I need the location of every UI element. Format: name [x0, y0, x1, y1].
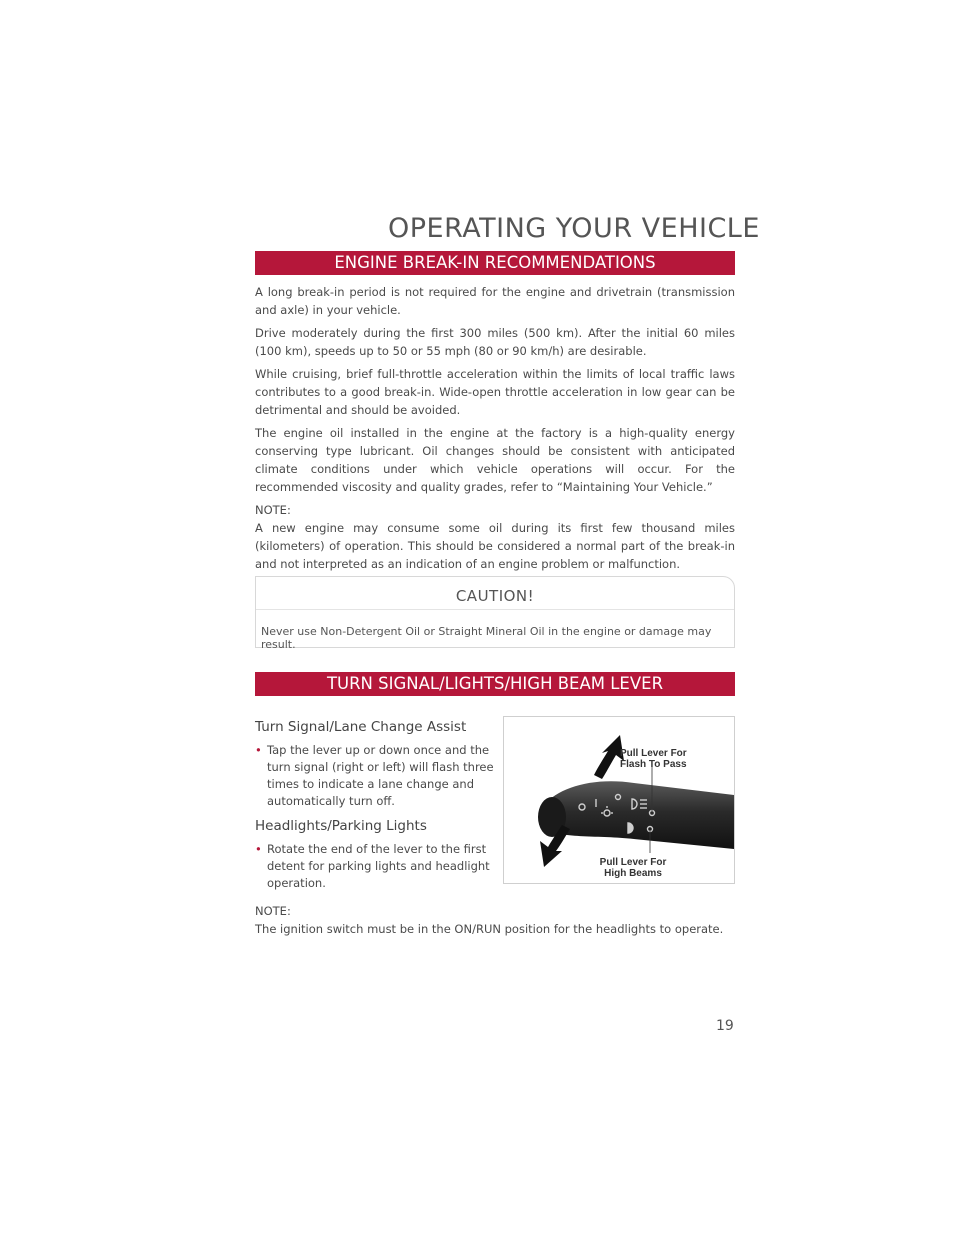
- turn-signal-title: TURN SIGNAL/LIGHTS/HIGH BEAM LEVER: [326, 674, 664, 693]
- page-number: 19: [716, 1018, 734, 1034]
- paragraph: Drive moderately during the first 300 miles (500 km). After the initial 60 miles (100 km), speeds up to 50 or 55 mph (80 or 90 km/h) are desirable.: [255, 326, 735, 358]
- flash-to-pass-label: [620, 748, 687, 770]
- bullet-icon: •: [255, 743, 262, 757]
- caution-text: Never use Non-Detergent Oil or Straight Mineral Oil in the engine or damage may result.: [261, 625, 712, 651]
- caution-box: [255, 576, 735, 651]
- bullet-text: Rotate the end of the lever to the first detent for parking lights and headlight operation.: [267, 842, 490, 890]
- engine-break-in-header: [255, 251, 735, 275]
- turn-signal-note: [255, 902, 735, 938]
- caution-title: CAUTION!: [455, 587, 535, 605]
- bullet-icon: •: [255, 842, 262, 856]
- list-item: [255, 742, 500, 810]
- paragraph: The engine oil installed in the engine at the factory is a high-quality energy conserving type lubricant. Oil changes should be consistent with anticipated climate conditions under which vehicle operations will occur. For the recommended viscosity and quality grades, refer to “Maintaining Your Vehicle.”: [255, 426, 735, 494]
- list-item: [255, 841, 500, 892]
- engine-break-in-body: [255, 283, 735, 578]
- note-text: The ignition switch must be in the ON/RUN position for the headlights to operate.: [255, 922, 724, 936]
- high-beam-label-line-1: Pull Lever For: [599, 857, 667, 868]
- high-beams-label: [592, 857, 674, 879]
- note-label: NOTE:: [255, 904, 291, 918]
- lever-body: [539, 781, 734, 849]
- section-header: OPERATING YOUR VEHICLE: [388, 213, 760, 244]
- flash-label-line-2: Flash To Pass: [620, 759, 687, 770]
- note-text: A new engine may consume some oil during its first few thousand miles (kilometers) of operation. This should be considered a normal part of the break-in and not interpreted as an indication of an engine problem or malfunction.: [255, 521, 735, 571]
- paragraph: A long break-in period is not required for the engine and drivetrain (transmission and axle) in your vehicle.: [255, 285, 735, 317]
- flash-label-line-1: Pull Lever For: [620, 748, 687, 759]
- turn-signal-header: [255, 672, 735, 696]
- note-label: NOTE:: [255, 503, 291, 517]
- engine-break-in-title: ENGINE BREAK-IN RECOMMENDATIONS: [334, 253, 656, 272]
- high-beam-label-line-2: High Beams: [604, 868, 662, 879]
- subheading-headlights: Headlights/Parking Lights: [255, 818, 427, 834]
- paragraph: While cruising, brief full-throttle acceleration within the limits of local traffic laws contributes to a good break-in. Wide-open throttle acceleration in low gear can be detrimental and should be avoided.: [255, 367, 735, 417]
- bullet-text: Tap the lever up or down once and the turn signal (right or left) will flash three times to indicate a lane change and automatically turn off.: [267, 743, 494, 808]
- subheading-turn-signal: Turn Signal/Lane Change Assist: [255, 719, 467, 735]
- caution-divider: [256, 609, 734, 610]
- lever-figure: [503, 716, 735, 884]
